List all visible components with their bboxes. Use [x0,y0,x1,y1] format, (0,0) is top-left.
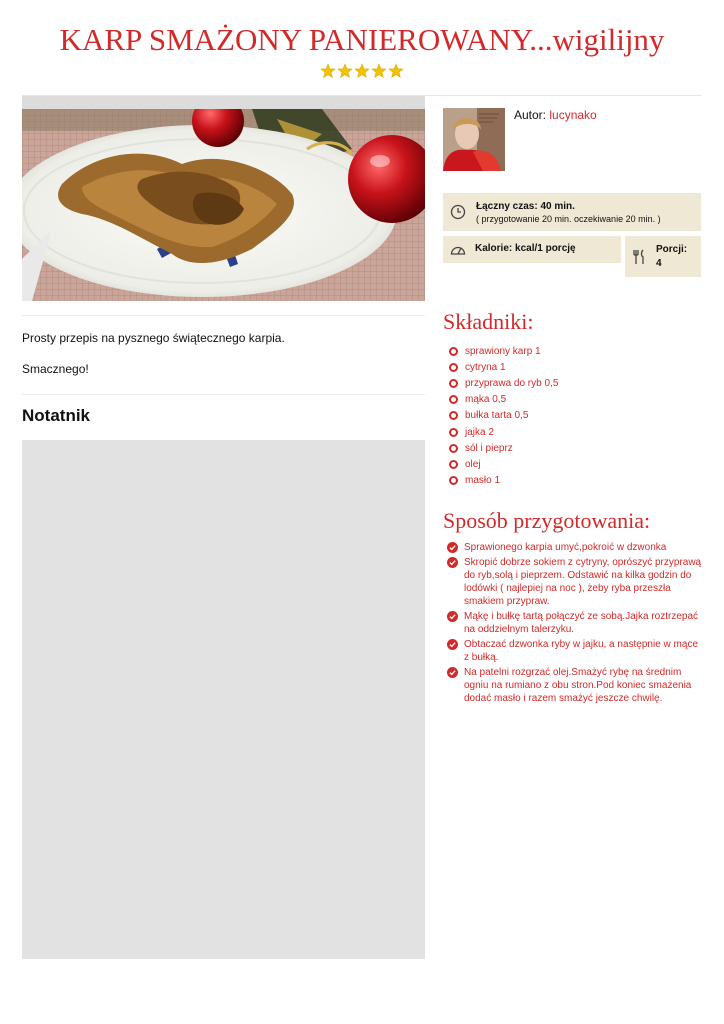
check-circle-icon [447,667,458,678]
check-circle-icon [447,542,458,553]
star-icon [388,63,404,79]
ingredient-text: cytryna 1 [465,361,506,373]
list-item [447,610,702,636]
ingredient-text: sól i pieprz [465,442,513,454]
ring-bullet-icon [449,460,458,469]
ring-bullet-icon [449,428,458,437]
list-item [449,392,558,408]
list-item [447,556,702,608]
ingredient-text: olej [465,458,481,470]
notes-area[interactable] [22,440,425,959]
star-icon [320,63,336,79]
list-item [449,343,558,359]
ingredient-text: masło 1 [465,475,501,487]
step-text: Na patelni rozgrzać olej.Smażyć rybę na średnim ogniu na rumiano z obu stron.Pod koniec smażenia dodać masło i razem smażyć jeszcze chwilę. [464,667,692,704]
step-text: Skropić dobrze sokiem z cytryny, oprószyć przyprawą do ryb,solą i pieprzem. Odstawić na kilka godzin do lodówki ( najlepiej na noc ), żeby ryba przeszła smakiem przypraw. [464,557,702,607]
calories-label: Kalorie: kcal/1 porcję [475,243,576,254]
list-item [449,359,558,375]
list-item [447,541,702,554]
ring-bullet-icon [449,379,458,388]
list-item [447,638,702,664]
preparation-steps [447,541,702,707]
cutlery-icon [632,249,646,265]
check-circle-icon [447,639,458,650]
calories-box [443,236,621,263]
description-text: Smacznego! [22,362,89,376]
ingredients-heading: Składniki: [443,309,534,334]
gauge-icon [450,242,466,256]
check-circle-icon [447,611,458,622]
star-icon [371,63,387,79]
preparation-heading: Sposób przygotowania: [443,508,651,533]
star-icon [337,63,353,79]
photo-top-band [22,96,425,109]
divider [22,394,425,395]
ingredient-text: bułka tarta 0,5 [465,410,529,422]
avatar[interactable] [443,108,505,171]
portions-value: 4 [656,258,662,269]
ring-bullet-icon [449,363,458,372]
ring-bullet-icon [449,444,458,453]
ingredient-text: sprawiony karp 1 [465,345,541,357]
time-detail: ( przygotowanie 20 min. oczekiwanie 20 min. ) [476,214,661,224]
star-icon [354,63,370,79]
ingredient-text: przyprawa do ryb 0,5 [465,377,559,389]
total-time-box [443,193,701,231]
ingredients-list [449,343,558,489]
ingredient-text: jajka 2 [465,426,494,438]
author-label: Autor: [514,108,547,122]
portions-box [625,236,701,277]
list-item [449,424,558,440]
recipe-title: KARP SMAŻONY PANIEROWANY...wigilijny [59,22,665,57]
list-item [447,666,702,705]
notes-heading: Notatnik [22,406,90,425]
author-name-link[interactable]: lucynako [549,108,597,122]
check-circle-icon [447,557,458,568]
list-item [449,375,558,391]
ring-bullet-icon [449,395,458,404]
list-item [449,456,558,472]
clock-icon [450,204,466,220]
list-item [449,440,558,456]
total-time-label: Łączny czas: 40 min. [476,201,575,212]
list-item [449,408,558,424]
list-item [449,473,558,489]
portions-label: Porcji: [656,244,688,255]
author-line [514,108,597,122]
ring-bullet-icon [449,411,458,420]
ring-bullet-icon [449,476,458,485]
ingredient-text: mąka 0,5 [465,394,507,406]
step-text: Obtaczać dzwonka ryby w jajku, a następnie w mące z bułką. [464,639,698,663]
rating-stars [320,63,404,79]
description-text: Prosty przepis na pysznego świątecznego karpia. [22,331,285,345]
recipe-photo [22,109,425,301]
step-text: Mąkę i bułkę tartą połączyć ze sobą.Jajka roztrzepać na oddzielnym talerzyku. [464,611,698,635]
ring-bullet-icon [449,347,458,356]
step-text: Sprawionego karpia umyć,pokroić w dzwonka [464,542,667,553]
divider [22,315,425,316]
